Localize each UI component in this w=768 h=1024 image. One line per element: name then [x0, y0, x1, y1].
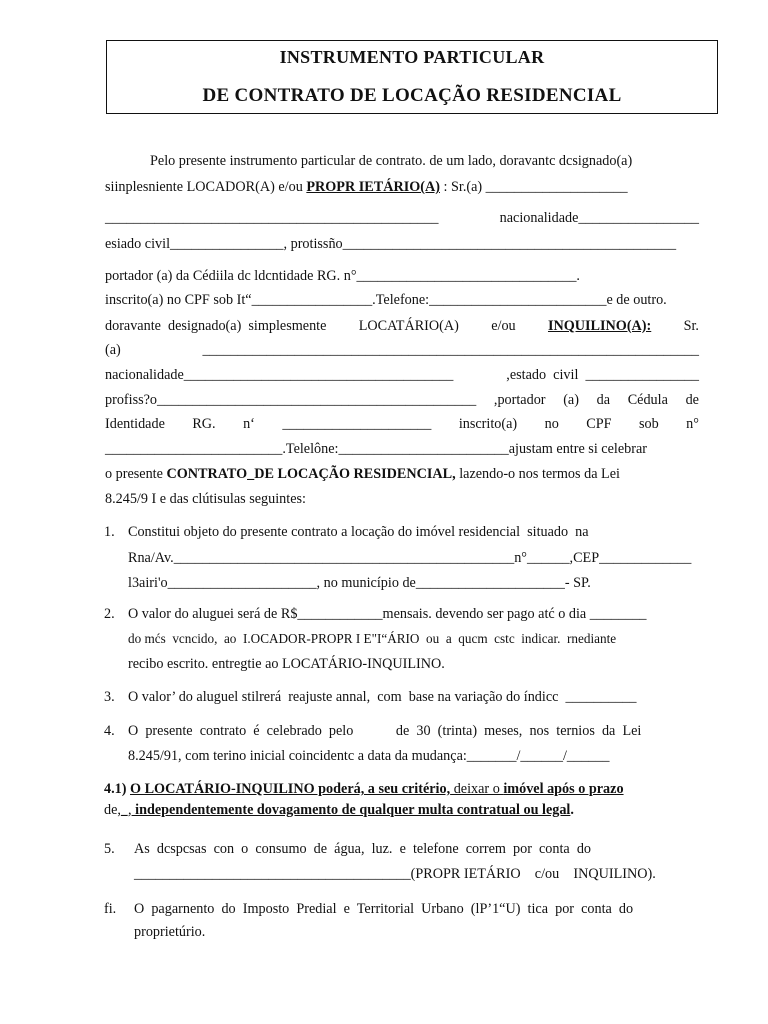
clause-number: 2. — [104, 606, 115, 622]
locatario-label: LOCATÁRIO(A) — [358, 318, 459, 334]
intro-text: n° — [686, 416, 699, 432]
clause-number: 4.1) — [104, 781, 131, 797]
intro-text: Cédula — [627, 392, 668, 408]
intro-text: doravante designado(a) simplesmente — [105, 318, 327, 334]
intro-text: (a) — [105, 342, 121, 358]
blank-field: _____________________ — [282, 416, 432, 432]
intro-text: no — [544, 416, 559, 432]
clause-1-line-2: Rna/Av.________________________________________________n°______,CEP_____________ — [128, 550, 692, 566]
intro-line-3 — [105, 207, 699, 229]
intro-text: nacionalidade______________________________________ — [105, 367, 454, 383]
clause-4-1-text: de, — [104, 802, 121, 818]
intro-text: ,estado civil ________________ — [506, 367, 699, 383]
clause-4-line-1: O presente contrato é celebrado pelo de 30 (trinta) meses, nos ternios da Lei — [128, 723, 642, 739]
clause-6-line-2: proprietúrio. — [134, 924, 206, 940]
intro-text: lazendo-o nos termos da Lei — [455, 466, 620, 482]
clause-5-line-1: As dcspcsas con o consumo de água, luz. e telefone correm por conta do — [134, 841, 592, 857]
clause-3-line-1: O valor’ do aluguel stilrerá reajuste annal, com base na variação do índicc __________ — [128, 689, 637, 705]
clause-2-line-2: do mćs vcncido, ao I.OCADOR-PROPR I E"I“ÁRIO ou a qucm cstc indicar. rnediante — [128, 631, 617, 646]
clause-4-1-line-1 — [104, 778, 700, 800]
clause-number: 4. — [104, 723, 115, 739]
clause-number: 5. — [104, 841, 115, 857]
clause-number: fi. — [104, 901, 117, 917]
clause-4-1-text: O LOCATÁRIO-INQUILINO poderá, a seu critério, — [130, 781, 451, 797]
clause-4-1-text: imóvel após o prazo — [503, 781, 624, 797]
intro-text: profiss?o_____________________________________________ — [105, 392, 477, 408]
clause-4-1-text: . — [570, 802, 574, 818]
clause-number: 3. — [104, 689, 115, 705]
intro-line-8 — [105, 339, 699, 361]
intro-line-12: _________________________.Telelône:________________________ajustam entre si celebrar — [105, 441, 647, 457]
intro-line-5: portador (a) da Cédiila dc ldcntidade RG. n°_______________________________. — [105, 268, 580, 284]
clause-4-1-text: deixar o — [450, 781, 504, 797]
intro-line-10 — [105, 389, 699, 411]
intro-text: sob — [638, 416, 659, 432]
intro-text: Identidade — [105, 416, 165, 432]
intro-line-9 — [105, 364, 699, 386]
inquilino-label: INQUILINO(A): — [547, 318, 652, 334]
clause-5-line-2: _______________________________________(PROPR IETÁRIO c/ou INQUILINO). — [134, 866, 656, 882]
intro-line-11 — [105, 413, 699, 435]
intro-line-14: 8.245/9 I e das clútisulas seguintes: — [105, 491, 306, 507]
intro-text: n‘ — [243, 416, 255, 432]
intro-line-1: Pelo presente instrumento particular de contrato. de um lado, doravantc dcsignado(a) — [150, 153, 633, 169]
intro-text: RG. — [192, 416, 216, 432]
clause-1-line-1: Constitui objeto do presente contrato a locação do imóvel residencial situado na — [128, 524, 589, 540]
document-title-line1: INSTRUMENTO PARTICULAR — [279, 47, 545, 67]
intro-text: nacionalidade_________________ — [499, 210, 699, 226]
blank-field: _______________________________________________ — [105, 210, 439, 226]
intro-line-4: esiado civil________________, protissño_______________________________________________ — [105, 236, 677, 252]
intro-text: Sr. — [683, 318, 699, 334]
proprietario-label: PROPR IETÁRIO(A) — [306, 179, 440, 195]
intro-text: e/ou — [491, 318, 516, 334]
clause-number: 1. — [104, 524, 115, 540]
clause-4-1-line-2 — [104, 799, 700, 821]
contract-name: CONTRATO_DE LOCAÇÃO RESIDENCIAL, — [166, 466, 456, 482]
intro-text: siinplesniente LOCADOR(A) e/ou — [105, 179, 307, 195]
clause-2-line-1: O valor do aluguei será de R$____________mensais. devendo ser pago atć o dia ________ — [128, 606, 647, 622]
clause-4-line-2: 8.245/91, com terino inicial coincidentc a data da mudança:_______/______/______ — [128, 748, 610, 764]
intro-text: ,portador — [493, 392, 546, 408]
intro-text: : Sr.(a) ____________________ — [439, 179, 628, 195]
intro-line-7 — [105, 315, 699, 337]
title-box — [106, 40, 718, 114]
clause-4-1-text: ou legal — [519, 802, 571, 818]
blank-field: _, — [120, 802, 132, 818]
intro-text: CPF — [586, 416, 612, 432]
clause-4-1-text: independentemente dovagamento de qualquer multa contratual — [131, 802, 520, 818]
intro-line-6: inscrito(a) no CPF sob It“_________________.Telefone:_________________________e de outro. — [105, 292, 667, 308]
intro-line-13 — [105, 463, 699, 485]
clause-1-line-3: l3airi'o_____________________, no município de_____________________- SP. — [128, 575, 591, 591]
clause-2-line-3: recibo escrito. entregtie ao LOCATÁRIO-INQUILINO. — [128, 656, 445, 672]
intro-text: o presente — [105, 466, 167, 482]
document-title-line2: DE CONTRATO DE LOCAÇÃO RESIDENCIAL — [202, 85, 622, 106]
intro-line-2 — [105, 176, 699, 198]
intro-text: de — [685, 392, 699, 408]
intro-text: da — [596, 392, 611, 408]
clause-6-line-1: O pagarnento do Imposto Predial e Territorial Urbano (lP’1“U) tica por conta do — [134, 901, 634, 917]
blank-field: ______________________________________________________________________ — [202, 342, 699, 358]
intro-text: inscrito(a) — [458, 416, 518, 432]
intro-text: (a) — [563, 392, 579, 408]
